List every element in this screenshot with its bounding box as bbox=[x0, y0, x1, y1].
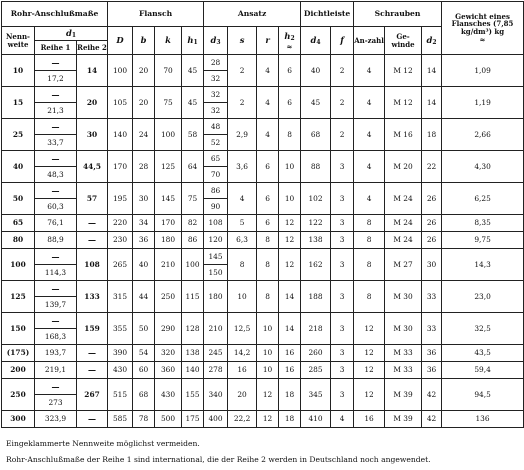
kg-cell: 1,19 bbox=[442, 87, 524, 119]
header-reihe2: Reihe 2 bbox=[77, 41, 108, 55]
nennweite-cell: 15 bbox=[2, 87, 35, 119]
d2-cell: 36 bbox=[422, 362, 442, 379]
h2-cell: 14 bbox=[279, 281, 301, 313]
d3-cell: 32 bbox=[204, 71, 228, 87]
s-cell: 20 bbox=[228, 379, 257, 411]
kg-cell: 9,75 bbox=[442, 232, 524, 249]
h1-cell: 45 bbox=[182, 87, 204, 119]
r-cell: 10 bbox=[257, 313, 279, 345]
f-cell: 3 bbox=[331, 215, 354, 232]
h1-cell: 140 bbox=[182, 362, 204, 379]
f-cell: 3 bbox=[331, 232, 354, 249]
flange-dimension-table bbox=[1, 1, 524, 428]
nennweite-cell: 40 bbox=[2, 151, 35, 183]
reihe2-cell: 30 bbox=[77, 119, 108, 151]
nennweite-cell: 250 bbox=[2, 379, 35, 411]
table-row bbox=[2, 119, 524, 135]
reihe2-dash-cell: — bbox=[77, 345, 108, 362]
table-row bbox=[2, 281, 524, 297]
D-cell: 195 bbox=[108, 183, 133, 215]
table-row bbox=[2, 313, 524, 329]
h1-cell: 58 bbox=[182, 119, 204, 151]
k-cell: 70 bbox=[155, 55, 182, 87]
d4-cell: 260 bbox=[301, 345, 331, 362]
s-cell: 14,2 bbox=[228, 345, 257, 362]
k-cell: 360 bbox=[155, 362, 182, 379]
anz-cell: 8 bbox=[354, 215, 385, 232]
table-row bbox=[2, 362, 524, 379]
s-cell: 2 bbox=[228, 55, 257, 87]
reihe1-dash-cell: — bbox=[35, 313, 77, 329]
reihe1-dash-cell: — bbox=[35, 151, 77, 167]
D-cell: 100 bbox=[108, 55, 133, 87]
kg-cell: 8,35 bbox=[442, 215, 524, 232]
d4-cell: 138 bbox=[301, 232, 331, 249]
reihe2-cell: 133 bbox=[77, 281, 108, 313]
r-cell: 6 bbox=[257, 151, 279, 183]
d3-cell: 145 bbox=[204, 249, 228, 265]
anz-cell: 4 bbox=[354, 183, 385, 215]
header-d1: d1 bbox=[35, 27, 108, 41]
d2-cell: 26 bbox=[422, 183, 442, 215]
D-cell: 105 bbox=[108, 87, 133, 119]
h2-cell: 16 bbox=[279, 362, 301, 379]
r-cell: 4 bbox=[257, 87, 279, 119]
d4-cell: 45 bbox=[301, 87, 331, 119]
kg-cell: 4,30 bbox=[442, 151, 524, 183]
d3-cell: 210 bbox=[204, 313, 228, 345]
k-cell: 170 bbox=[155, 215, 182, 232]
d3-cell: 65 bbox=[204, 151, 228, 167]
nennweite-cell: 25 bbox=[2, 119, 35, 151]
h1-cell: 75 bbox=[182, 183, 204, 215]
reihe2-cell: 57 bbox=[77, 183, 108, 215]
b-cell: 34 bbox=[133, 215, 155, 232]
d3-cell: 90 bbox=[204, 199, 228, 215]
reihe2-dash-cell: — bbox=[77, 362, 108, 379]
b-cell: 44 bbox=[133, 281, 155, 313]
header-f: f bbox=[331, 27, 354, 55]
header-h1: h1 bbox=[182, 27, 204, 55]
s-cell: 2,9 bbox=[228, 119, 257, 151]
anz-cell: 16 bbox=[354, 411, 385, 428]
b-cell: 28 bbox=[133, 151, 155, 183]
gew-cell: M 33 bbox=[385, 345, 422, 362]
anz-cell: 12 bbox=[354, 345, 385, 362]
b-cell: 54 bbox=[133, 345, 155, 362]
kg-cell: 32,5 bbox=[442, 313, 524, 345]
f-cell: 2 bbox=[331, 87, 354, 119]
d3-cell: 70 bbox=[204, 167, 228, 183]
D-cell: 585 bbox=[108, 411, 133, 428]
anz-cell: 4 bbox=[354, 87, 385, 119]
d2-cell: 26 bbox=[422, 215, 442, 232]
d2-cell: 26 bbox=[422, 232, 442, 249]
header-b: b bbox=[133, 27, 155, 55]
d4-cell: 162 bbox=[301, 249, 331, 281]
d3-cell: 245 bbox=[204, 345, 228, 362]
d3-cell: 32 bbox=[204, 103, 228, 119]
anz-cell: 8 bbox=[354, 232, 385, 249]
footnote-1: Eingeklammerte Nennweite möglichst vermeiden. bbox=[6, 439, 200, 448]
d4-cell: 345 bbox=[301, 379, 331, 411]
kg-cell: 2,66 bbox=[442, 119, 524, 151]
reihe1-cell: 33,7 bbox=[35, 135, 77, 151]
gew-cell: M 27 bbox=[385, 249, 422, 281]
b-cell: 36 bbox=[133, 232, 155, 249]
d3-cell: 52 bbox=[204, 135, 228, 151]
d2-cell: 30 bbox=[422, 249, 442, 281]
f-cell: 3 bbox=[331, 313, 354, 345]
gew-cell: M 30 bbox=[385, 281, 422, 313]
D-cell: 430 bbox=[108, 362, 133, 379]
k-cell: 290 bbox=[155, 313, 182, 345]
k-cell: 320 bbox=[155, 345, 182, 362]
k-cell: 125 bbox=[155, 151, 182, 183]
d4-cell: 102 bbox=[301, 183, 331, 215]
r-cell: 12 bbox=[257, 411, 279, 428]
d3-cell: 278 bbox=[204, 362, 228, 379]
D-cell: 390 bbox=[108, 345, 133, 362]
k-cell: 75 bbox=[155, 87, 182, 119]
header-r: r bbox=[257, 27, 279, 55]
reihe2-cell: 159 bbox=[77, 313, 108, 345]
nennweite-cell: (175) bbox=[2, 345, 35, 362]
reihe1-cell: 168,3 bbox=[35, 329, 77, 345]
reihe2-cell: 267 bbox=[77, 379, 108, 411]
r-cell: 8 bbox=[257, 249, 279, 281]
s-cell: 6,3 bbox=[228, 232, 257, 249]
b-cell: 40 bbox=[133, 249, 155, 281]
s-cell: 3,6 bbox=[228, 151, 257, 183]
d2-cell: 18 bbox=[422, 119, 442, 151]
b-cell: 68 bbox=[133, 379, 155, 411]
nennweite-cell: 80 bbox=[2, 232, 35, 249]
k-cell: 210 bbox=[155, 249, 182, 281]
reihe2-dash-cell: — bbox=[77, 232, 108, 249]
gew-cell: M 24 bbox=[385, 183, 422, 215]
h2-cell: 6 bbox=[279, 87, 301, 119]
header-d2: d2 bbox=[422, 27, 442, 55]
r-cell: 6 bbox=[257, 215, 279, 232]
table-row bbox=[2, 151, 524, 167]
d3-cell: 108 bbox=[204, 215, 228, 232]
d2-cell: 36 bbox=[422, 345, 442, 362]
s-cell: 5 bbox=[228, 215, 257, 232]
table-row bbox=[2, 183, 524, 199]
h1-cell: 45 bbox=[182, 55, 204, 87]
d2-cell: 14 bbox=[422, 87, 442, 119]
d3-cell: 86 bbox=[204, 183, 228, 199]
nennweite-cell: 65 bbox=[2, 215, 35, 232]
r-cell: 6 bbox=[257, 183, 279, 215]
header-flansch: Flansch bbox=[108, 2, 204, 27]
f-cell: 2 bbox=[331, 119, 354, 151]
reihe1-cell: 88,9 bbox=[35, 232, 77, 249]
h1-cell: 175 bbox=[182, 411, 204, 428]
h1-cell: 100 bbox=[182, 249, 204, 281]
k-cell: 430 bbox=[155, 379, 182, 411]
f-cell: 3 bbox=[331, 151, 354, 183]
d2-cell: 33 bbox=[422, 281, 442, 313]
d2-cell: 42 bbox=[422, 411, 442, 428]
table-row bbox=[2, 55, 524, 71]
d4-cell: 40 bbox=[301, 55, 331, 87]
k-cell: 180 bbox=[155, 232, 182, 249]
gew-cell: M 24 bbox=[385, 232, 422, 249]
f-cell: 3 bbox=[331, 345, 354, 362]
header-d4: d4 bbox=[301, 27, 331, 55]
d4-cell: 285 bbox=[301, 362, 331, 379]
d2-cell: 22 bbox=[422, 151, 442, 183]
reihe1-dash-cell: — bbox=[35, 183, 77, 199]
reihe1-cell: 114,3 bbox=[35, 265, 77, 281]
d3-cell: 150 bbox=[204, 265, 228, 281]
h1-cell: 82 bbox=[182, 215, 204, 232]
D-cell: 230 bbox=[108, 232, 133, 249]
anz-cell: 4 bbox=[354, 55, 385, 87]
s-cell: 12,5 bbox=[228, 313, 257, 345]
h2-cell: 6 bbox=[279, 55, 301, 87]
reihe1-dash-cell: — bbox=[35, 249, 77, 265]
kg-cell: 14,3 bbox=[442, 249, 524, 281]
f-cell: 3 bbox=[331, 362, 354, 379]
gew-cell: M 39 bbox=[385, 411, 422, 428]
b-cell: 24 bbox=[133, 119, 155, 151]
reihe1-dash-cell: — bbox=[35, 379, 77, 395]
d4-cell: 68 bbox=[301, 119, 331, 151]
kg-cell: 23,0 bbox=[442, 281, 524, 313]
b-cell: 50 bbox=[133, 313, 155, 345]
header-nennweite: Nenn-weite bbox=[2, 27, 35, 55]
d3-cell: 28 bbox=[204, 55, 228, 71]
header-k: k bbox=[155, 27, 182, 55]
r-cell: 10 bbox=[257, 345, 279, 362]
table-row bbox=[2, 232, 524, 249]
d3-cell: 48 bbox=[204, 119, 228, 135]
anz-cell: 4 bbox=[354, 119, 385, 151]
f-cell: 3 bbox=[331, 249, 354, 281]
gew-cell: M 39 bbox=[385, 379, 422, 411]
f-cell: 3 bbox=[331, 379, 354, 411]
nennweite-cell: 50 bbox=[2, 183, 35, 215]
table-row bbox=[2, 215, 524, 232]
reihe1-cell: 60,3 bbox=[35, 199, 77, 215]
nennweite-cell: 10 bbox=[2, 55, 35, 87]
header-reihe1: Reihe 1 bbox=[35, 41, 77, 55]
gew-cell: M 33 bbox=[385, 362, 422, 379]
h2-cell: 18 bbox=[279, 379, 301, 411]
d4-cell: 218 bbox=[301, 313, 331, 345]
reihe1-cell: 48,3 bbox=[35, 167, 77, 183]
gew-cell: M 12 bbox=[385, 55, 422, 87]
header-ansatz: Ansatz bbox=[204, 2, 301, 27]
D-cell: 220 bbox=[108, 215, 133, 232]
b-cell: 20 bbox=[133, 55, 155, 87]
reihe1-cell: 139,7 bbox=[35, 297, 77, 313]
table-row bbox=[2, 411, 524, 428]
h2-cell: 16 bbox=[279, 345, 301, 362]
header-D: D bbox=[108, 27, 133, 55]
d4-cell: 88 bbox=[301, 151, 331, 183]
reihe1-cell: 17,2 bbox=[35, 71, 77, 87]
b-cell: 60 bbox=[133, 362, 155, 379]
d3-cell: 120 bbox=[204, 232, 228, 249]
d3-cell: 180 bbox=[204, 281, 228, 313]
h1-cell: 115 bbox=[182, 281, 204, 313]
header-s: s bbox=[228, 27, 257, 55]
reihe1-cell: 76,1 bbox=[35, 215, 77, 232]
header-h2: h2 ≈ bbox=[279, 27, 301, 55]
header-rohr-anschlussmasse: Rohr-Anschlußmaße bbox=[2, 2, 108, 27]
gew-cell: M 16 bbox=[385, 119, 422, 151]
h2-cell: 12 bbox=[279, 232, 301, 249]
h1-cell: 155 bbox=[182, 379, 204, 411]
h1-cell: 138 bbox=[182, 345, 204, 362]
reihe2-cell: 108 bbox=[77, 249, 108, 281]
k-cell: 145 bbox=[155, 183, 182, 215]
header-gewicht bbox=[442, 2, 524, 55]
header-schrauben: Schrauben bbox=[354, 2, 442, 27]
d3-cell: 32 bbox=[204, 87, 228, 103]
d4-cell: 410 bbox=[301, 411, 331, 428]
footnote-2: Rohr-Anschlußmaße der Reihe 1 sind international, die der Reihe 2 werden in Deutschland noch angewendet. bbox=[6, 455, 431, 464]
reihe2-cell: 14 bbox=[77, 55, 108, 87]
nennweite-cell: 100 bbox=[2, 249, 35, 281]
h2-cell: 8 bbox=[279, 119, 301, 151]
k-cell: 100 bbox=[155, 119, 182, 151]
r-cell: 4 bbox=[257, 119, 279, 151]
kg-cell: 43,5 bbox=[442, 345, 524, 362]
s-cell: 16 bbox=[228, 362, 257, 379]
h2-cell: 10 bbox=[279, 151, 301, 183]
anz-cell: 12 bbox=[354, 379, 385, 411]
D-cell: 265 bbox=[108, 249, 133, 281]
reihe1-cell: 193,7 bbox=[35, 345, 77, 362]
table-row bbox=[2, 249, 524, 265]
D-cell: 170 bbox=[108, 151, 133, 183]
reihe2-cell: 44,5 bbox=[77, 151, 108, 183]
d2-cell: 42 bbox=[422, 379, 442, 411]
b-cell: 30 bbox=[133, 183, 155, 215]
f-cell: 2 bbox=[331, 55, 354, 87]
gew-cell: M 30 bbox=[385, 313, 422, 345]
header-gewicht-label: Gewicht eines Flansches (7,85 kg/dm³) kg bbox=[451, 11, 514, 36]
reihe1-cell: 219,1 bbox=[35, 362, 77, 379]
k-cell: 500 bbox=[155, 411, 182, 428]
r-cell: 8 bbox=[257, 232, 279, 249]
reihe2-dash-cell: — bbox=[77, 215, 108, 232]
gew-cell: M 12 bbox=[385, 87, 422, 119]
D-cell: 355 bbox=[108, 313, 133, 345]
d4-cell: 122 bbox=[301, 215, 331, 232]
table-body bbox=[2, 55, 524, 428]
anz-cell: 8 bbox=[354, 281, 385, 313]
h1-cell: 64 bbox=[182, 151, 204, 183]
s-cell: 4 bbox=[228, 183, 257, 215]
table-row bbox=[2, 379, 524, 395]
kg-cell: 6,25 bbox=[442, 183, 524, 215]
r-cell: 8 bbox=[257, 281, 279, 313]
r-cell: 4 bbox=[257, 55, 279, 87]
r-cell: 10 bbox=[257, 362, 279, 379]
reihe1-dash-cell: — bbox=[35, 55, 77, 71]
h1-cell: 86 bbox=[182, 232, 204, 249]
f-cell: 3 bbox=[331, 183, 354, 215]
reihe2-cell: 20 bbox=[77, 87, 108, 119]
table-row bbox=[2, 345, 524, 362]
r-cell: 12 bbox=[257, 379, 279, 411]
table-row bbox=[2, 87, 524, 103]
anz-cell: 4 bbox=[354, 151, 385, 183]
b-cell: 78 bbox=[133, 411, 155, 428]
nennweite-cell: 300 bbox=[2, 411, 35, 428]
d3-cell: 400 bbox=[204, 411, 228, 428]
anz-cell: 8 bbox=[354, 249, 385, 281]
D-cell: 140 bbox=[108, 119, 133, 151]
anz-cell: 12 bbox=[354, 362, 385, 379]
d2-cell: 33 bbox=[422, 313, 442, 345]
s-cell: 8 bbox=[228, 249, 257, 281]
h2-cell: 12 bbox=[279, 215, 301, 232]
h2-cell: 18 bbox=[279, 411, 301, 428]
D-cell: 515 bbox=[108, 379, 133, 411]
f-cell: 3 bbox=[331, 281, 354, 313]
nennweite-cell: 125 bbox=[2, 281, 35, 313]
reihe1-cell: 21,3 bbox=[35, 103, 77, 119]
h2-cell: 14 bbox=[279, 313, 301, 345]
header-anzahl: An-zahl bbox=[354, 27, 385, 55]
d2-cell: 14 bbox=[422, 55, 442, 87]
reihe1-dash-cell: — bbox=[35, 281, 77, 297]
s-cell: 10 bbox=[228, 281, 257, 313]
s-cell: 2 bbox=[228, 87, 257, 119]
gew-cell: M 20 bbox=[385, 151, 422, 183]
nennweite-cell: 200 bbox=[2, 362, 35, 379]
b-cell: 20 bbox=[133, 87, 155, 119]
h2-cell: 10 bbox=[279, 183, 301, 215]
h2-cell: 12 bbox=[279, 249, 301, 281]
reihe1-cell: 323,9 bbox=[35, 411, 77, 428]
k-cell: 250 bbox=[155, 281, 182, 313]
reihe1-cell: 273 bbox=[35, 395, 77, 411]
reihe2-dash-cell: — bbox=[77, 411, 108, 428]
header-dichtleiste: Dichtleiste bbox=[301, 2, 354, 27]
nennweite-cell: 150 bbox=[2, 313, 35, 345]
d4-cell: 188 bbox=[301, 281, 331, 313]
kg-cell: 94,5 bbox=[442, 379, 524, 411]
anz-cell: 12 bbox=[354, 313, 385, 345]
header-gewinde: Ge-winde bbox=[385, 27, 422, 55]
h1-cell: 128 bbox=[182, 313, 204, 345]
D-cell: 315 bbox=[108, 281, 133, 313]
kg-cell: 59,4 bbox=[442, 362, 524, 379]
reihe1-dash-cell: — bbox=[35, 87, 77, 103]
f-cell: 4 bbox=[331, 411, 354, 428]
reihe1-dash-cell: — bbox=[35, 119, 77, 135]
d3-cell: 340 bbox=[204, 379, 228, 411]
gew-cell: M 24 bbox=[385, 215, 422, 232]
header-d3: d3 bbox=[204, 27, 228, 55]
kg-cell: 1,09 bbox=[442, 55, 524, 87]
header-gewicht-tilde: ≈ bbox=[479, 34, 486, 44]
kg-cell: 136 bbox=[442, 411, 524, 428]
s-cell: 22,2 bbox=[228, 411, 257, 428]
